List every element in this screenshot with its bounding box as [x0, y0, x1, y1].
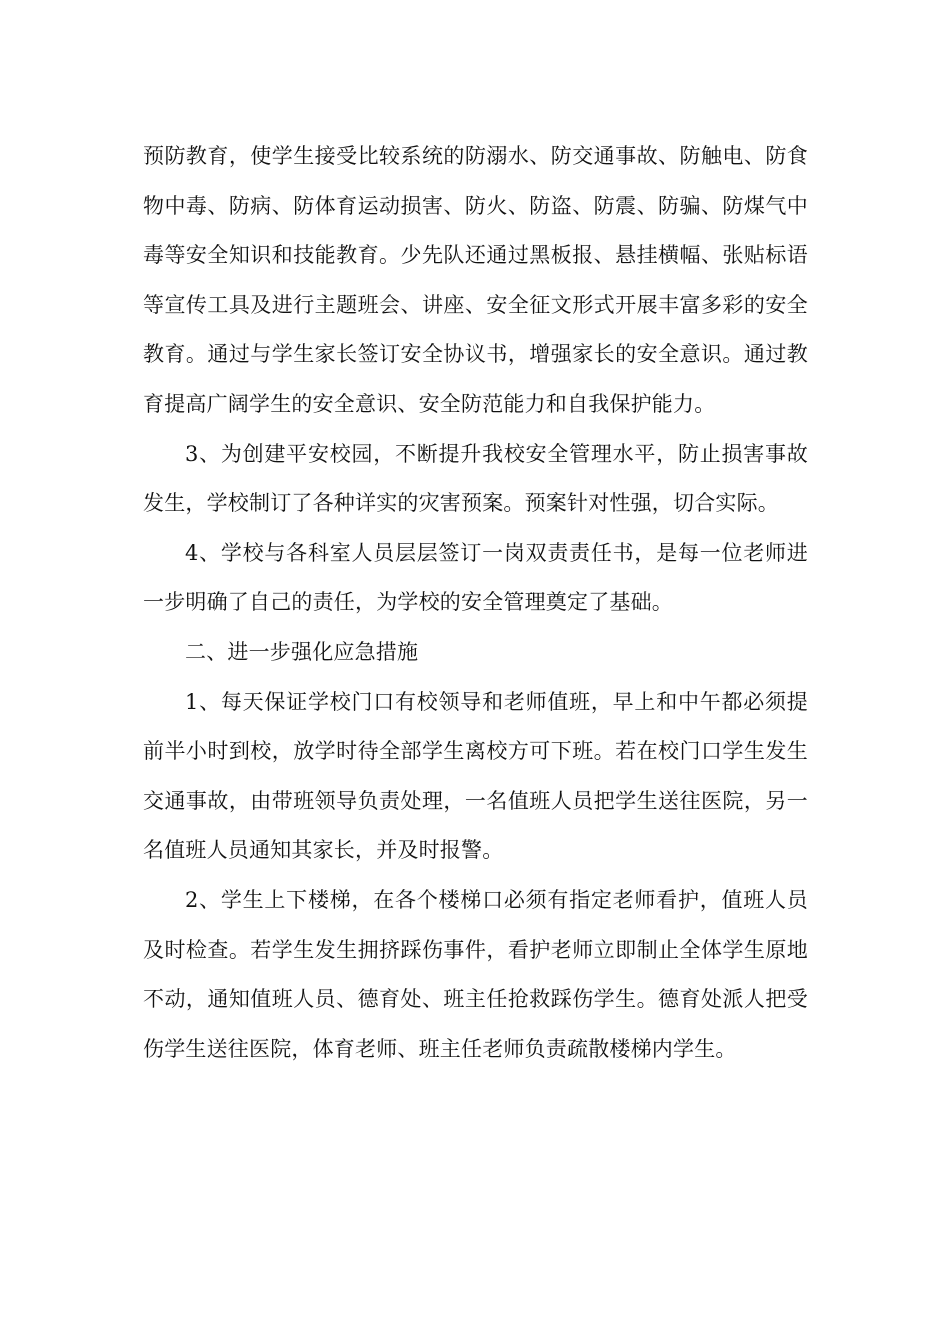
section-heading-emergency-measures: 二、进一步强化应急措施: [185, 639, 419, 664]
document-body: [143, 132, 808, 1074]
paragraph-stairway-supervision: 2、学生上下楼梯，在各个楼梯口必须有指定老师看护，值班人员及时检查。若学生发生拥挤踩伤事件，看护老师立即制止全体学生原地不动，通知值班人员、德育处、班主任抢救踩伤学生。德育处派人把受伤学生送往医院，体育老师、班主任老师负责疏散楼梯内学生。: [143, 887, 808, 1061]
paragraph-gate-duty: 1、每天保证学校门口有校领导和老师值班，早上和中午都必须提前半小时到校，放学时待全部学生离校方可下班。若在校门口学生发生交通事故，由带班领导负责处理，一名值班人员把学生送往医院，另一名值班人员通知其家长，并及时报警。: [143, 689, 808, 863]
paragraph-safety-education: 预防教育，使学生接受比较系统的防溺水、防交通事故、防触电、防食物中毒、防病、防体育运动损害、防火、防盗、防震、防骗、防煤气中毒等安全知识和技能教育。少先队还通过黑板报、悬挂横幅、张贴标语等宣传工具及进行主题班会、讲座、安全征文形式开展丰富多彩的安全教育。通过与学生家长签订安全协议书，增强家长的安全意识。通过教育提高广阔学生的安全意识、安全防范能力和自我保护能力。: [143, 144, 808, 416]
paragraph-responsibility-letter: 4、学校与各科室人员层层签订一岗双责责任书，是每一位老师进一步明确了自己的责任，为学校的安全管理奠定了基础。: [143, 540, 808, 615]
paragraph-emergency-plans: 3、为创建平安校园，不断提升我校安全管理水平，防止损害事故发生，学校制订了各种详实的灾害预案。预案针对性强，切合实际。: [143, 441, 808, 516]
